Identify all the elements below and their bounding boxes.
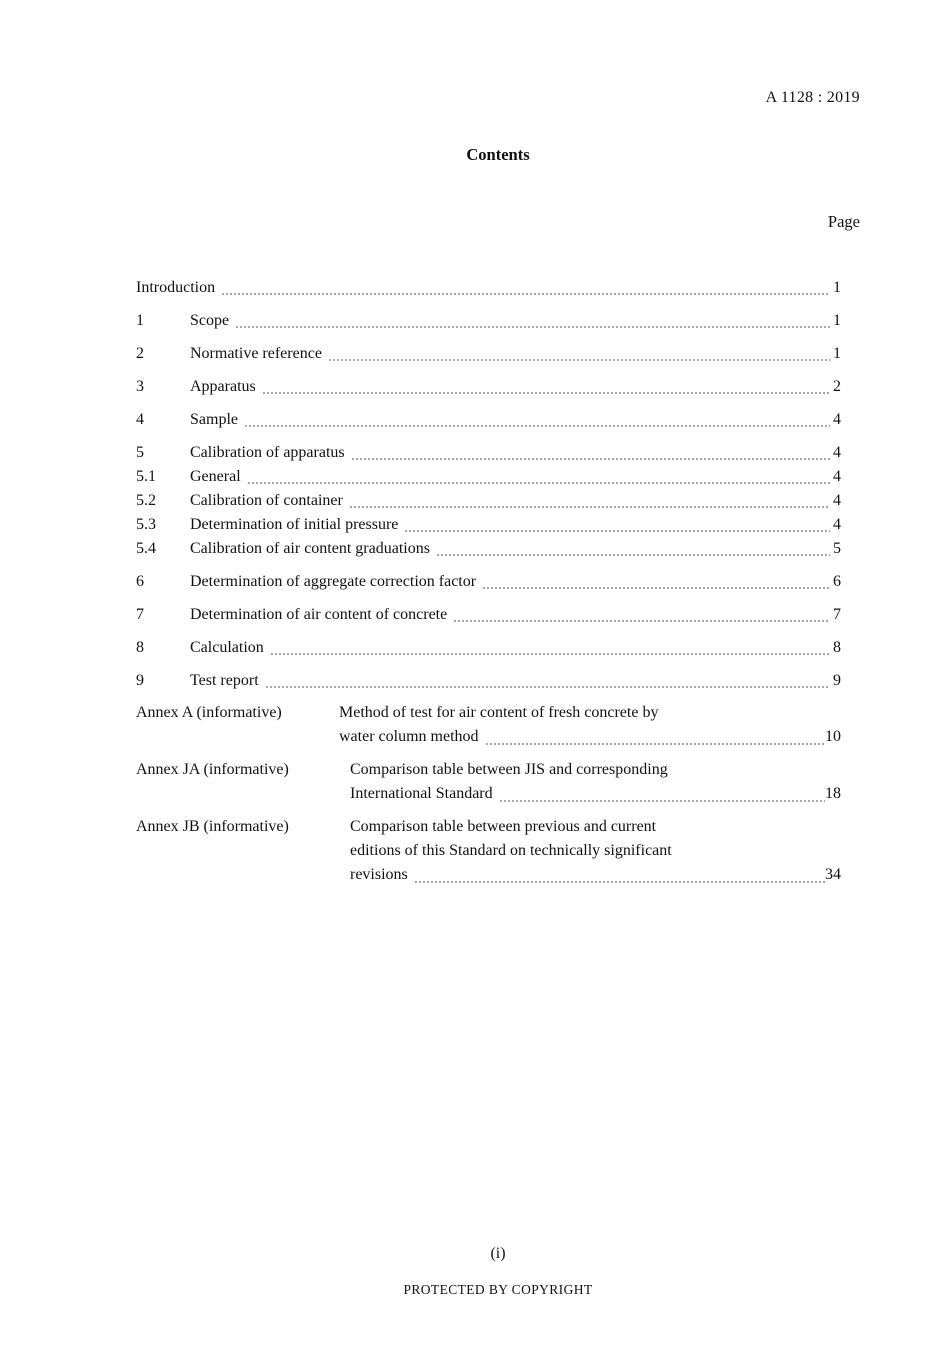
- dot-leader: [349, 491, 830, 511]
- dot-leader: [453, 605, 830, 625]
- toc-entry-page: 4: [833, 516, 841, 533]
- copyright-notice: PROTECTED BY COPYRIGHT: [403, 1282, 593, 1297]
- dot-leader: [436, 539, 830, 559]
- toc-annex-ja[interactable]: [136, 758, 841, 806]
- dot-leader: [328, 344, 830, 364]
- dot-leader: [351, 443, 830, 463]
- dot-leader: [414, 863, 825, 887]
- toc-entry[interactable]: [136, 605, 841, 625]
- toc-subentry[interactable]: [136, 539, 841, 559]
- annex-title-line: Method of test for air content of fresh concrete by: [339, 704, 659, 721]
- toc-entry-title: Test report: [190, 672, 259, 689]
- annex-title-last-line: [350, 782, 841, 806]
- annex-title-line: Comparison table between JIS and corresponding: [350, 761, 668, 778]
- toc-entry-page: 4: [833, 444, 841, 461]
- toc-entry-number: 5.1: [136, 468, 156, 485]
- annex-title-line: editions of this Standard on technically significant: [350, 842, 672, 859]
- contents-heading: Contents: [466, 145, 530, 164]
- toc-entry-number: 9: [136, 672, 144, 689]
- toc-entry-title: General: [190, 468, 241, 485]
- toc-entry-number: 3: [136, 378, 144, 395]
- page-number: (i): [490, 1245, 506, 1262]
- toc-annex-a[interactable]: [136, 701, 841, 749]
- toc-entry-page: 18: [825, 785, 841, 802]
- toc-entry[interactable]: [136, 410, 841, 430]
- toc-subentry[interactable]: [136, 467, 841, 487]
- toc-entry[interactable]: [136, 572, 841, 592]
- toc-entry-introduction[interactable]: [136, 278, 841, 298]
- toc-entry-page: 1: [833, 279, 841, 296]
- toc-entry[interactable]: [136, 344, 841, 364]
- annex-label: Annex JB (informative): [136, 818, 289, 835]
- toc-entry-title: Determination of initial pressure: [190, 516, 399, 533]
- toc-annex-jb[interactable]: [136, 815, 841, 887]
- toc-entry[interactable]: [136, 377, 841, 397]
- toc-entry-page: 4: [833, 411, 841, 428]
- toc-entry-page: 8: [833, 639, 841, 656]
- table-of-contents: [136, 278, 841, 887]
- toc-entry[interactable]: [136, 671, 841, 691]
- annex-title-text: revisions: [350, 866, 408, 883]
- annex-title-last-line: [339, 725, 841, 749]
- toc-entry-title: Scope: [190, 312, 230, 329]
- toc-entry-number: 4: [136, 411, 144, 428]
- toc-entry-number: 5.2: [136, 492, 156, 509]
- toc-entry-page: 9: [833, 672, 841, 689]
- toc-entry[interactable]: [136, 311, 841, 331]
- annex-title-text: International Standard: [350, 785, 493, 802]
- dot-leader: [244, 410, 830, 430]
- toc-entry-number: 1: [136, 312, 144, 329]
- annex-title-block: [350, 815, 841, 887]
- toc-entry-page: 4: [833, 492, 841, 509]
- toc-subentry[interactable]: [136, 491, 841, 511]
- toc-entry-title: Calibration of air content graduations: [190, 540, 430, 557]
- dot-leader: [221, 278, 830, 298]
- dot-leader: [270, 638, 830, 658]
- toc-entry-title: Determination of aggregate correction factor: [190, 573, 477, 590]
- toc-subentry[interactable]: [136, 515, 841, 535]
- toc-entry-title: Calculation: [190, 639, 264, 656]
- toc-entry-number: 5.3: [136, 516, 156, 533]
- toc-entry-page: 5: [833, 540, 841, 557]
- annex-title-block: [339, 701, 841, 749]
- toc-entry-title: Calibration of container: [190, 492, 343, 509]
- toc-entry-title: Apparatus: [190, 378, 256, 395]
- annex-title-block: [350, 758, 841, 806]
- toc-entry[interactable]: [136, 443, 841, 463]
- dot-leader: [485, 725, 825, 749]
- toc-entry-page: 6: [833, 573, 841, 590]
- toc-entry-page: 1: [833, 345, 841, 362]
- annex-label: Annex A (informative): [136, 704, 282, 721]
- toc-entry-page: 1: [833, 312, 841, 329]
- toc-entry-title: Calibration of apparatus: [190, 444, 345, 461]
- dot-leader: [262, 377, 830, 397]
- toc-entry-number: 7: [136, 606, 144, 623]
- toc-entry-title: Normative reference: [190, 345, 322, 362]
- toc-entry[interactable]: [136, 638, 841, 658]
- annex-title-line: Comparison table between previous and current: [350, 818, 657, 835]
- toc-entry-page: 34: [825, 866, 841, 883]
- dot-leader: [499, 782, 825, 806]
- toc-entry-number: 5: [136, 444, 144, 461]
- annex-title-text: water column method: [339, 728, 479, 745]
- standard-identifier: A 1128 : 2019: [765, 89, 860, 106]
- toc-entry-number: 6: [136, 573, 144, 590]
- toc-entry-page: 4: [833, 468, 841, 485]
- toc-entry-number: 5.4: [136, 540, 156, 557]
- dot-leader: [235, 311, 830, 331]
- dot-leader: [404, 515, 830, 535]
- toc-entry-page: 2: [833, 378, 841, 395]
- toc-entry-number: 2: [136, 345, 144, 362]
- toc-entry-page: 10: [825, 728, 841, 745]
- toc-entry-number: 8: [136, 639, 144, 656]
- toc-entry-title: Determination of air content of concrete: [190, 606, 448, 623]
- dot-leader: [247, 467, 830, 487]
- dot-leader: [482, 572, 830, 592]
- annex-label: Annex JA (informative): [136, 761, 289, 778]
- annex-title-last-line: [350, 863, 841, 887]
- toc-entry-title: Introduction: [136, 279, 216, 296]
- toc-entry-page: 7: [833, 606, 841, 623]
- toc-entry-title: Sample: [190, 411, 238, 428]
- dot-leader: [265, 671, 830, 691]
- page-column-label: Page: [827, 212, 860, 231]
